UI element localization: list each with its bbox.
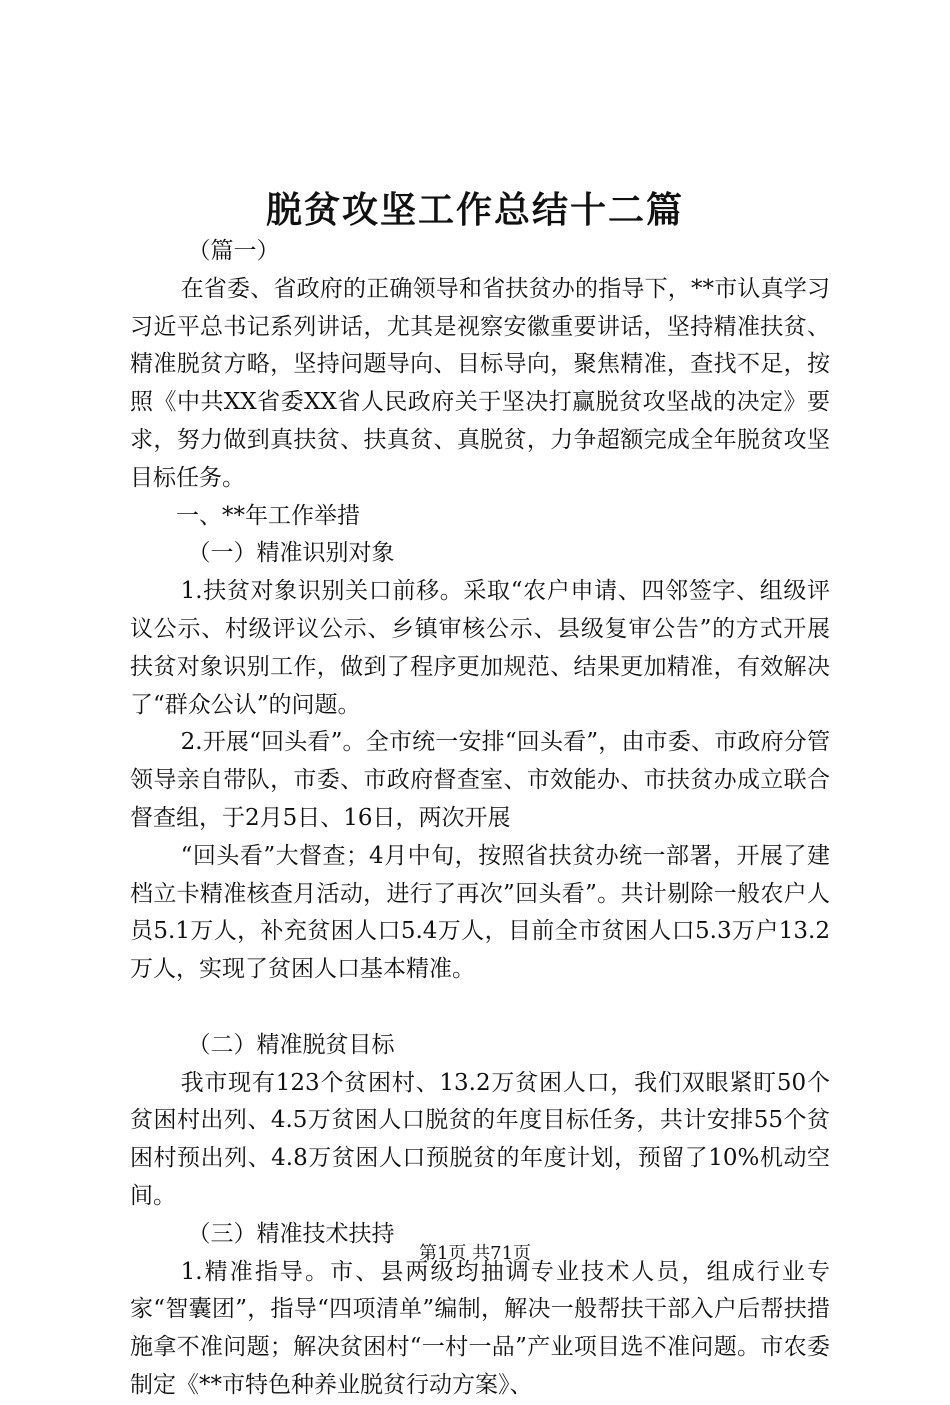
paragraph: “回头看”大督查；4月中旬，按照省扶贫办统一部署，开展了建档立卡精准核查月活动，进行了再次”回头看”。共计剔除一般农户人员5.1万人，补充贫困人口5.4万人，目前全市贫困人口5.3万户13.2万人，实现了贫困人口基本精准。 xyxy=(130,842,830,983)
document-body xyxy=(130,233,830,1405)
blank-line xyxy=(130,989,830,1027)
section-heading: 一、**年工作举措 xyxy=(176,502,360,529)
subsection-heading: （二）精准脱贫目标 xyxy=(187,1031,395,1058)
page-footer: 第1页 共71页 xyxy=(418,1243,532,1264)
paragraph: 2.开展“回头看”。全市统一安排“回头看”，由市委、市政府分管领导亲自带队，市委、市政府督查室、市效能办、市扶贫办成立联合督查组，于2月5日、16日，两次开展 xyxy=(130,729,830,831)
document-title: 脱贫攻坚工作总结十二篇 xyxy=(265,189,684,231)
paragraph: 1.精准指导。市、县两级均抽调专业技术人员，组成行业专家“智囊团”，指导“四项清单”编制，解决一般帮扶干部入户后帮扶措施拿不准问题；解决贫困村“一村一品”产业项目选不准问题。市农委制定《**市特色种养业脱贫行动方案》、 xyxy=(130,1258,830,1398)
paragraph: 在省委、省政府的正确领导和省扶贫办的指导下，**市认真学习习近平总书记系列讲话，尤其是视察安徽重要讲话，坚持精准扶贫、精准脱贫方略，坚持问题导向、目标导向，聚焦精准，查找不足，按照《中共XX省委XX省人民政府关于坚决打赢脱贫攻坚战的决定》要求，努力做到真扶贫、扶真贫、真脱贫，力争超额完成全年脱贫攻坚目标任务。 xyxy=(130,275,830,491)
section-label: （篇一） xyxy=(187,238,280,264)
paragraph: 我市现有123个贫困村、13.2万贫困人口，我们双眼紧盯50个贫困村出列、4.5万贫困人口脱贫的年度目标任务，共计安排55个贫困村预出列、4.8万贫困人口预脱贫的年度计划，预留了10%机动空间。 xyxy=(130,1069,830,1209)
subsection-heading: （一）精准识别对象 xyxy=(187,540,395,567)
paragraph: 1.扶贫对象识别关口前移。采取“农户申请、四邻签字、组级评议公示、村级评议公示、乡镇审核公示、县级复审公告”的方式开展扶贫对象识别工作，做到了程序更加规范、结果更加精准，有效解决了“群众公认”的问题。 xyxy=(130,578,830,718)
subsection-heading: （三）精准技术扶持 xyxy=(187,1220,395,1247)
